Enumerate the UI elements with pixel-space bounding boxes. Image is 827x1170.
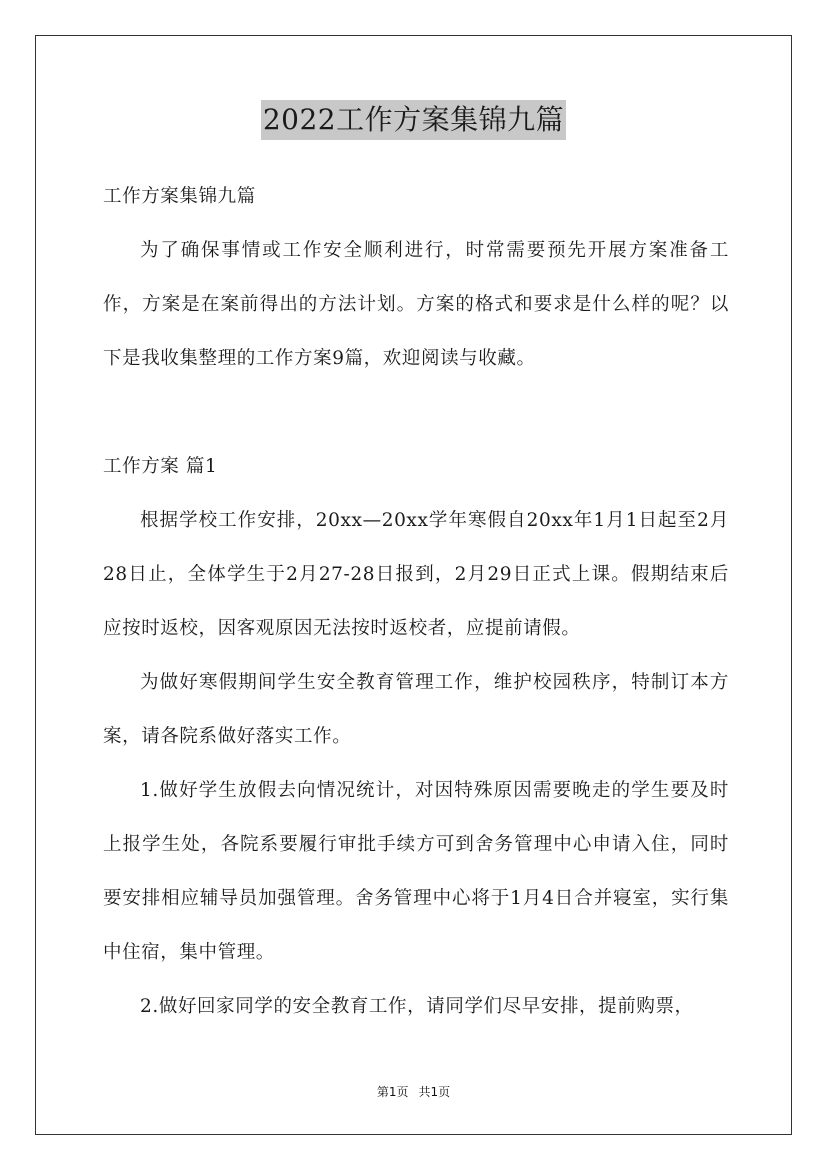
page-number-total: 共1页 <box>418 1085 451 1099</box>
body-paragraph: 根据学校工作安排，20xx—20xx学年寒假自20xx年1月1日起至2月28日止，全体学生于2月27-28日报到，2月29日正式上课。假期结束后应按时返校，因客观原因无法按时返校者，应提前请假。 <box>103 510 729 639</box>
title-container <box>0 100 827 140</box>
page-footer <box>0 1083 827 1101</box>
body-paragraph: 为做好寒假期间学生安全教育管理工作，维护校园秩序，特制订本方案，请各院系做好落实工作。 <box>103 672 729 747</box>
document-title: 2022工作方案集锦九篇 <box>261 100 566 140</box>
page-number-current: 第1页 <box>376 1085 409 1099</box>
body-paragraph: 1.做好学生放假去向情况统计，对因特殊原因需要晚走的学生要及时上报学生处，各院系要履行审批手续方可到舍务管理中心申请入住，同时要安排相应辅导员加强管理。舍务管理中心将于1月4日合并寝室，实行集中住宿，集中管理。 <box>103 780 729 963</box>
section-spacer <box>103 386 729 440</box>
body-paragraph: 2.做好回家同学的安全教育工作，请同学们尽早安排，提前购票， <box>140 996 694 1017</box>
document-subtitle: 工作方案集锦九篇 <box>103 186 256 207</box>
section-heading: 工作方案 篇1 <box>103 456 218 477</box>
intro-paragraph: 为了确保事情或工作安全顺利进行，时常需要预先开展方案准备工作，方案是在案前得出的方法计划。方案的格式和要求是什么样的呢？以下是我收集整理的工作方案9篇，欢迎阅读与收藏。 <box>103 240 729 369</box>
document-body <box>103 170 729 1034</box>
